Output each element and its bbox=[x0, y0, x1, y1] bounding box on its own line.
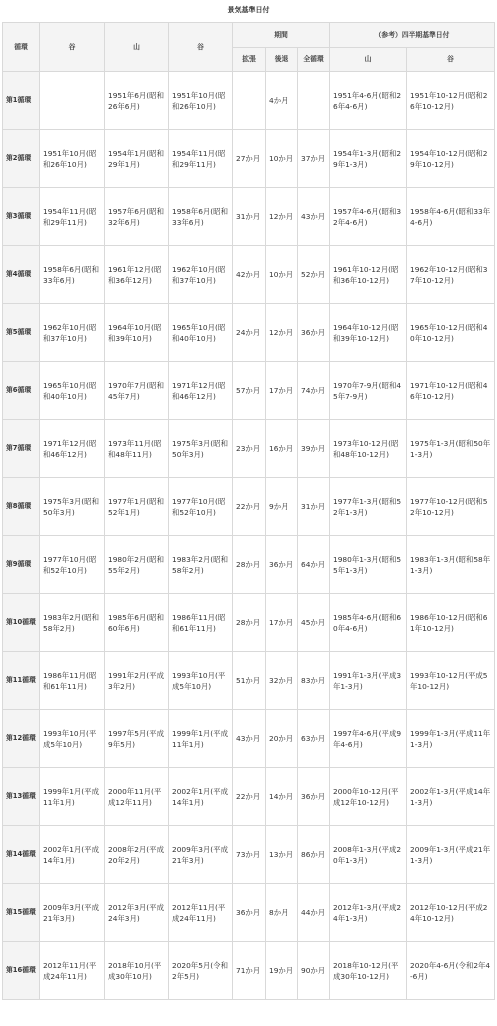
cell-quarterly-trough: 1977年10-12月(昭和52年10-12月) bbox=[407, 478, 495, 536]
cell-trough: 1958年6月(昭和33年6月) bbox=[40, 246, 105, 304]
cell-cycle: 第10循環 bbox=[3, 594, 40, 652]
cell-trough-end: 2002年1月(平成14年1月) bbox=[169, 768, 233, 826]
table-row bbox=[3, 710, 495, 768]
header-quarterly-peak: 山 bbox=[330, 48, 407, 72]
header-peak: 山 bbox=[105, 23, 169, 72]
cell-quarterly-trough: 2012年10-12月(平成24年10-12月) bbox=[407, 884, 495, 942]
table-caption: 景気基準日付 bbox=[227, 6, 270, 14]
cell-trough: 1971年12月(昭和46年12月) bbox=[40, 420, 105, 478]
cell-cycle: 第4循環 bbox=[3, 246, 40, 304]
cell-cycle: 第14循環 bbox=[3, 826, 40, 884]
cell-peak: 1957年6月(昭和32年6月) bbox=[105, 188, 169, 246]
cell-quarterly-peak: 1997年4-6月(平成9年4-6月) bbox=[330, 710, 407, 768]
cell-quarterly-peak: 1954年1-3月(昭和29年1-3月) bbox=[330, 130, 407, 188]
cell-trough: 1983年2月(昭和58年2月) bbox=[40, 594, 105, 652]
cell-peak: 1951年6月(昭和26年6月) bbox=[105, 72, 169, 130]
cell-peak: 2018年10月(平成30年10月) bbox=[105, 942, 169, 1000]
cell-trough-end: 1983年2月(昭和58年2月) bbox=[169, 536, 233, 594]
cell-trough-end: 1954年11月(昭和29年11月) bbox=[169, 130, 233, 188]
cell-expansion: 43か月 bbox=[233, 710, 266, 768]
cell-contraction: 9か月 bbox=[266, 478, 298, 536]
cell-full-cycle: 36か月 bbox=[298, 768, 330, 826]
cell-contraction: 10か月 bbox=[266, 246, 298, 304]
cell-cycle: 第16循環 bbox=[3, 942, 40, 1000]
cell-full-cycle: 90か月 bbox=[298, 942, 330, 1000]
cell-peak: 1970年7月(昭和45年7月) bbox=[105, 362, 169, 420]
header-period: 期間 bbox=[233, 23, 330, 48]
cell-contraction: 14か月 bbox=[266, 768, 298, 826]
cell-quarterly-peak: 1973年10-12月(昭和48年10-12月) bbox=[330, 420, 407, 478]
table-row bbox=[3, 768, 495, 826]
cell-quarterly-peak: 1970年7-9月(昭和45年7-9月) bbox=[330, 362, 407, 420]
cell-quarterly-trough: 2009年1-3月(平成21年1-3月) bbox=[407, 826, 495, 884]
cell-full-cycle: 37か月 bbox=[298, 130, 330, 188]
cell-trough-end: 1975年3月(昭和50年3月) bbox=[169, 420, 233, 478]
cell-expansion: 23か月 bbox=[233, 420, 266, 478]
cell-quarterly-peak: 2000年10-12月(平成12年10-12月) bbox=[330, 768, 407, 826]
cell-trough: 1975年3月(昭和50年3月) bbox=[40, 478, 105, 536]
cell-expansion: 28か月 bbox=[233, 594, 266, 652]
cell-expansion bbox=[233, 72, 266, 130]
cell-quarterly-peak: 1980年1-3月(昭和55年1-3月) bbox=[330, 536, 407, 594]
cell-peak: 1961年12月(昭和36年12月) bbox=[105, 246, 169, 304]
cell-trough: 1962年10月(昭和37年10月) bbox=[40, 304, 105, 362]
cell-trough: 2009年3月(平成21年3月) bbox=[40, 884, 105, 942]
table-row bbox=[3, 478, 495, 536]
cell-contraction: 36か月 bbox=[266, 536, 298, 594]
cell-quarterly-trough: 1986年10-12月(昭和61年10-12月) bbox=[407, 594, 495, 652]
cell-cycle: 第9循環 bbox=[3, 536, 40, 594]
cell-quarterly-trough: 1971年10-12月(昭和46年10-12月) bbox=[407, 362, 495, 420]
cell-full-cycle: 63か月 bbox=[298, 710, 330, 768]
cell-contraction: 10か月 bbox=[266, 130, 298, 188]
cell-peak: 1991年2月(平成3年2月) bbox=[105, 652, 169, 710]
cell-contraction: 17か月 bbox=[266, 362, 298, 420]
cell-peak: 1964年10月(昭和39年10月) bbox=[105, 304, 169, 362]
cell-contraction: 4か月 bbox=[266, 72, 298, 130]
cell-trough-end: 1958年6月(昭和33年6月) bbox=[169, 188, 233, 246]
cell-cycle: 第12循環 bbox=[3, 710, 40, 768]
cell-contraction: 17か月 bbox=[266, 594, 298, 652]
cell-peak: 1973年11月(昭和48年11月) bbox=[105, 420, 169, 478]
cell-contraction: 32か月 bbox=[266, 652, 298, 710]
cell-trough: 1977年10月(昭和52年10月) bbox=[40, 536, 105, 594]
cell-quarterly-trough: 1958年4-6月(昭和33年4-6月) bbox=[407, 188, 495, 246]
cell-trough-end: 1986年11月(昭和61年11月) bbox=[169, 594, 233, 652]
cell-peak: 1997年5月(平成9年5月) bbox=[105, 710, 169, 768]
table-row bbox=[3, 884, 495, 942]
cell-trough: 1986年11月(昭和61年11月) bbox=[40, 652, 105, 710]
cell-contraction: 19か月 bbox=[266, 942, 298, 1000]
cell-cycle: 第2循環 bbox=[3, 130, 40, 188]
cell-peak: 1977年1月(昭和52年1月) bbox=[105, 478, 169, 536]
cell-expansion: 42か月 bbox=[233, 246, 266, 304]
table-row bbox=[3, 826, 495, 884]
cell-full-cycle: 74か月 bbox=[298, 362, 330, 420]
header-contraction: 後退 bbox=[266, 48, 298, 72]
cell-trough: 1999年1月(平成11年1月) bbox=[40, 768, 105, 826]
cell-full-cycle: 83か月 bbox=[298, 652, 330, 710]
cell-quarterly-peak: 1985年4-6月(昭和60年4-6月) bbox=[330, 594, 407, 652]
table-row bbox=[3, 536, 495, 594]
cell-cycle: 第7循環 bbox=[3, 420, 40, 478]
cell-trough-end: 2020年5月(令和2年5月) bbox=[169, 942, 233, 1000]
cell-quarterly-trough: 1993年10-12月(平成5年10-12月) bbox=[407, 652, 495, 710]
cell-full-cycle: 43か月 bbox=[298, 188, 330, 246]
cell-expansion: 24か月 bbox=[233, 304, 266, 362]
table-row bbox=[3, 72, 495, 130]
cell-full-cycle: 39か月 bbox=[298, 420, 330, 478]
cell-quarterly-peak: 1964年10-12月(昭和39年10-12月) bbox=[330, 304, 407, 362]
cell-expansion: 71か月 bbox=[233, 942, 266, 1000]
cell-contraction: 13か月 bbox=[266, 826, 298, 884]
cell-full-cycle: 86か月 bbox=[298, 826, 330, 884]
table-row bbox=[3, 130, 495, 188]
cell-contraction: 16か月 bbox=[266, 420, 298, 478]
cell-quarterly-peak: 1961年10-12月(昭和36年10-12月) bbox=[330, 246, 407, 304]
header-trough: 谷 bbox=[40, 23, 105, 72]
cell-quarterly-trough: 1962年10-12月(昭和37年10-12月) bbox=[407, 246, 495, 304]
cell-trough: 1965年10月(昭和40年10月) bbox=[40, 362, 105, 420]
cell-quarterly-trough: 2002年1-3月(平成14年1-3月) bbox=[407, 768, 495, 826]
cell-cycle: 第1循環 bbox=[3, 72, 40, 130]
cell-trough-end: 1993年10月(平成5年10月) bbox=[169, 652, 233, 710]
cell-full-cycle: 44か月 bbox=[298, 884, 330, 942]
cell-trough: 2002年1月(平成14年1月) bbox=[40, 826, 105, 884]
header-cycle: 循環 bbox=[3, 23, 40, 72]
header-full-cycle: 全循環 bbox=[298, 48, 330, 72]
cell-trough bbox=[40, 72, 105, 130]
cell-expansion: 22か月 bbox=[233, 768, 266, 826]
cell-cycle: 第5循環 bbox=[3, 304, 40, 362]
cell-quarterly-peak: 1957年4-6月(昭和32年4-6月) bbox=[330, 188, 407, 246]
cell-full-cycle: 52か月 bbox=[298, 246, 330, 304]
cell-trough-end: 1999年1月(平成11年1月) bbox=[169, 710, 233, 768]
cell-full-cycle: 36か月 bbox=[298, 304, 330, 362]
cell-trough: 1951年10月(昭和26年10月) bbox=[40, 130, 105, 188]
cell-cycle: 第6循環 bbox=[3, 362, 40, 420]
cell-expansion: 31か月 bbox=[233, 188, 266, 246]
cell-trough: 1993年10月(平成5年10月) bbox=[40, 710, 105, 768]
table-row bbox=[3, 942, 495, 1000]
cell-quarterly-peak: 2008年1-3月(平成20年1-3月) bbox=[330, 826, 407, 884]
header-trough-end: 谷 bbox=[169, 23, 233, 72]
cell-quarterly-trough: 1975年1-3月(昭和50年1-3月) bbox=[407, 420, 495, 478]
cell-cycle: 第3循環 bbox=[3, 188, 40, 246]
cell-expansion: 51か月 bbox=[233, 652, 266, 710]
cell-full-cycle bbox=[298, 72, 330, 130]
cell-expansion: 27か月 bbox=[233, 130, 266, 188]
cell-cycle: 第8循環 bbox=[3, 478, 40, 536]
cell-quarterly-peak: 2018年10-12月(平成30年10-12月) bbox=[330, 942, 407, 1000]
cell-quarterly-trough: 2020年4-6月(令和2年4-6月) bbox=[407, 942, 495, 1000]
cell-expansion: 73か月 bbox=[233, 826, 266, 884]
cell-full-cycle: 31か月 bbox=[298, 478, 330, 536]
cell-cycle: 第15循環 bbox=[3, 884, 40, 942]
cell-quarterly-trough: 1965年10-12月(昭和40年10-12月) bbox=[407, 304, 495, 362]
cell-trough: 1954年11月(昭和29年11月) bbox=[40, 188, 105, 246]
header-quarterly: （参考）四半期基準日付 bbox=[330, 23, 495, 48]
cell-trough-end: 1971年12月(昭和46年12月) bbox=[169, 362, 233, 420]
table-row bbox=[3, 362, 495, 420]
business-cycle-table bbox=[2, 22, 495, 1000]
cell-expansion: 22か月 bbox=[233, 478, 266, 536]
cell-trough-end: 2012年11月(平成24年11月) bbox=[169, 884, 233, 942]
cell-expansion: 36か月 bbox=[233, 884, 266, 942]
cell-cycle: 第13循環 bbox=[3, 768, 40, 826]
cell-cycle: 第11循環 bbox=[3, 652, 40, 710]
table-row bbox=[3, 652, 495, 710]
cell-peak: 1980年2月(昭和55年2月) bbox=[105, 536, 169, 594]
table-row bbox=[3, 246, 495, 304]
cell-contraction: 12か月 bbox=[266, 188, 298, 246]
cell-peak: 2000年11月(平成12年11月) bbox=[105, 768, 169, 826]
header-quarterly-trough: 谷 bbox=[407, 48, 495, 72]
cell-quarterly-trough: 1983年1-3月(昭和58年1-3月) bbox=[407, 536, 495, 594]
cell-peak: 2008年2月(平成20年2月) bbox=[105, 826, 169, 884]
table-row bbox=[3, 188, 495, 246]
cell-trough-end: 2009年3月(平成21年3月) bbox=[169, 826, 233, 884]
cell-contraction: 8か月 bbox=[266, 884, 298, 942]
cell-expansion: 57か月 bbox=[233, 362, 266, 420]
cell-contraction: 20か月 bbox=[266, 710, 298, 768]
cell-trough: 2012年11月(平成24年11月) bbox=[40, 942, 105, 1000]
table-row bbox=[3, 594, 495, 652]
cell-trough-end: 1977年10月(昭和52年10月) bbox=[169, 478, 233, 536]
cell-trough-end: 1965年10月(昭和40年10月) bbox=[169, 304, 233, 362]
cell-quarterly-peak: 2012年1-3月(平成24年1-3月) bbox=[330, 884, 407, 942]
cell-peak: 1954年1月(昭和29年1月) bbox=[105, 130, 169, 188]
cell-quarterly-peak: 1977年1-3月(昭和52年1-3月) bbox=[330, 478, 407, 536]
cell-quarterly-peak: 1951年4-6月(昭和26年4-6月) bbox=[330, 72, 407, 130]
cell-quarterly-trough: 1954年10-12月(昭和29年10-12月) bbox=[407, 130, 495, 188]
cell-trough-end: 1951年10月(昭和26年10月) bbox=[169, 72, 233, 130]
cell-quarterly-trough: 1999年1-3月(平成11年1-3月) bbox=[407, 710, 495, 768]
cell-peak: 1985年6月(昭和60年6月) bbox=[105, 594, 169, 652]
table-row bbox=[3, 304, 495, 362]
cell-quarterly-peak: 1991年1-3月(平成3年1-3月) bbox=[330, 652, 407, 710]
cell-quarterly-trough: 1951年10-12月(昭和26年10-12月) bbox=[407, 72, 495, 130]
cell-expansion: 28か月 bbox=[233, 536, 266, 594]
cell-contraction: 12か月 bbox=[266, 304, 298, 362]
cell-trough-end: 1962年10月(昭和37年10月) bbox=[169, 246, 233, 304]
table-row bbox=[3, 420, 495, 478]
cell-full-cycle: 64か月 bbox=[298, 536, 330, 594]
cell-peak: 2012年3月(平成24年3月) bbox=[105, 884, 169, 942]
header-expansion: 拡張 bbox=[233, 48, 266, 72]
cell-full-cycle: 45か月 bbox=[298, 594, 330, 652]
